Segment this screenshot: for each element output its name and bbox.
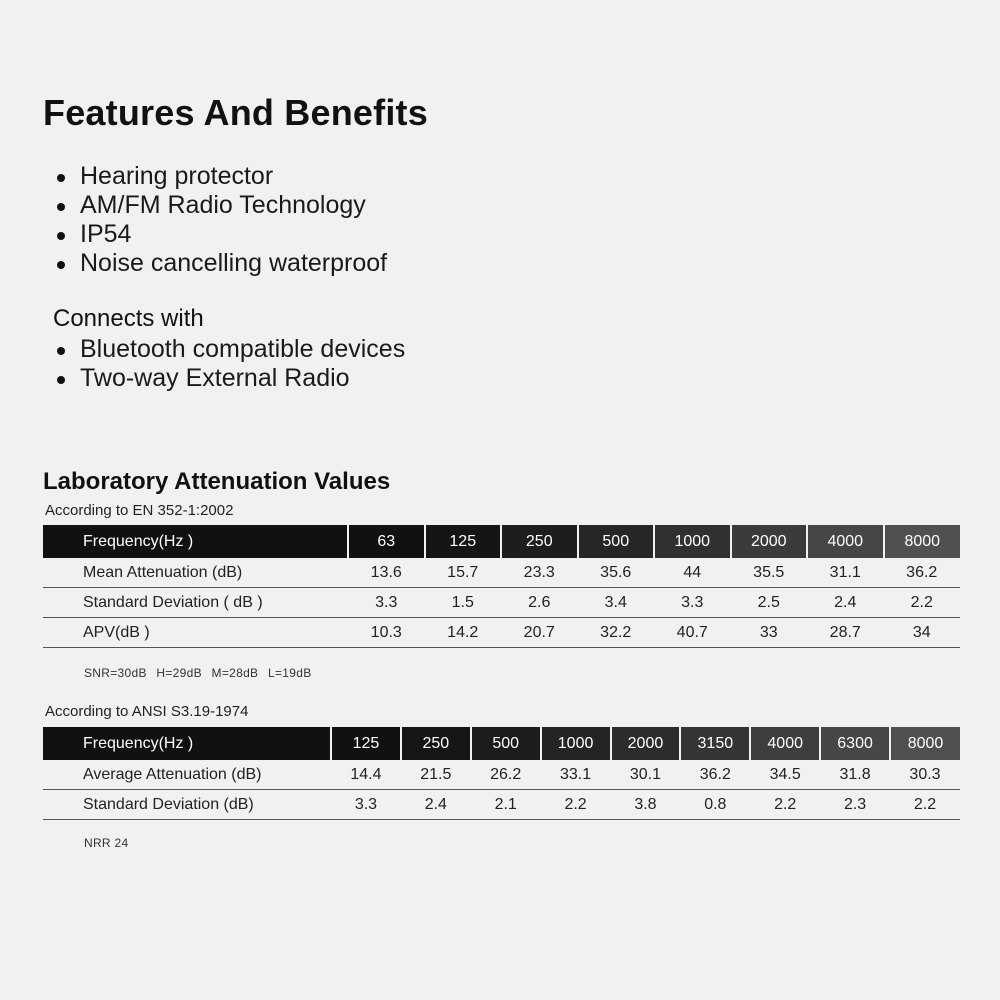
bullet-icon [57,376,65,384]
row-label: Standard Deviation (dB) [43,790,331,820]
table-cell: 28.7 [807,618,884,648]
table-cell: 2.4 [401,790,471,820]
attenuation-table-en [43,525,960,648]
frequency-header-cell: 3150 [680,727,750,760]
list-item [52,249,387,278]
table-cell: 30.3 [890,760,960,790]
table-cell: 2.1 [471,790,541,820]
list-item-text: Noise cancelling waterproof [80,249,388,277]
table-cell: 3.8 [611,790,681,820]
row-label: Average Attenuation (dB) [43,760,331,790]
table-row [43,618,960,648]
frequency-header-label: Frequency(Hz ) [43,727,331,760]
table-cell: 26.2 [471,760,541,790]
frequency-header-cell: 250 [401,727,471,760]
frequency-header-cell: 8000 [890,727,960,760]
bullet-icon [57,261,65,269]
table-cell: 2.2 [884,588,961,618]
attenuation-table-ansi [43,727,960,820]
table-cell: 23.3 [501,558,578,588]
table-cell: 1.5 [425,588,502,618]
frequency-header-cell: 500 [578,525,655,558]
list-item [52,191,387,220]
list-item-text: Bluetooth compatible devices [80,335,406,363]
table-cell: 34 [884,618,961,648]
table-cell: 3.4 [578,588,655,618]
frequency-header-cell: 500 [471,727,541,760]
bullet-icon [57,174,65,182]
table-cell: 36.2 [884,558,961,588]
bullet-icon [57,232,65,240]
frequency-header-cell: 2000 [731,525,808,558]
table-cell: 10.3 [348,618,425,648]
frequency-header-label: Frequency(Hz ) [43,525,348,558]
table-cell: 15.7 [425,558,502,588]
standard-label-ansi: According to ANSI S3.19-1974 [45,703,249,720]
table-cell: 31.8 [820,760,890,790]
connects-heading: Connects with [53,305,204,332]
table-cell: 3.3 [654,588,731,618]
table-cell: 2.2 [541,790,611,820]
row-label: APV(dB ) [43,618,348,648]
standard-label-en: According to EN 352-1:2002 [45,502,234,519]
nrr-note: NRR 24 [84,836,129,850]
table-row [43,760,960,790]
table-cell: 33.1 [541,760,611,790]
snr-note: SNR=30dB H=29dB M=28dB L=19dB [84,666,312,680]
table-header-row [43,727,960,760]
table-cell: 31.1 [807,558,884,588]
table-cell: 3.3 [348,588,425,618]
table-cell: 35.6 [578,558,655,588]
list-item-text: IP54 [80,220,132,248]
table-cell: 2.2 [890,790,960,820]
table-cell: 2.3 [820,790,890,820]
frequency-header-cell: 4000 [807,525,884,558]
list-item [52,220,387,249]
connects-list [52,335,405,393]
list-item [52,335,405,364]
table-cell: 30.1 [611,760,681,790]
table-cell: 13.6 [348,558,425,588]
table-row [43,588,960,618]
table-cell: 34.5 [750,760,820,790]
table-cell: 21.5 [401,760,471,790]
frequency-header-cell: 63 [348,525,425,558]
table-cell: 36.2 [680,760,750,790]
frequency-header-cell: 250 [501,525,578,558]
table-row [43,558,960,588]
table-cell: 2.4 [807,588,884,618]
frequency-header-cell: 1000 [541,727,611,760]
frequency-header-cell: 6300 [820,727,890,760]
frequency-header-cell: 2000 [611,727,681,760]
frequency-header-cell: 125 [331,727,401,760]
frequency-header-cell: 8000 [884,525,961,558]
lab-section-title: Laboratory Attenuation Values [43,468,391,495]
table-row [43,790,960,820]
table-cell: 14.2 [425,618,502,648]
table-cell: 35.5 [731,558,808,588]
table-cell: 40.7 [654,618,731,648]
list-item [52,162,387,191]
table-cell: 44 [654,558,731,588]
table-cell: 33 [731,618,808,648]
list-item-text: AM/FM Radio Technology [80,191,366,219]
table-header-row [43,525,960,558]
table-cell: 14.4 [331,760,401,790]
row-label: Standard Deviation ( dB ) [43,588,348,618]
table-cell: 20.7 [501,618,578,648]
frequency-header-cell: 1000 [654,525,731,558]
bullet-icon [57,347,65,355]
features-list [52,162,387,278]
frequency-header-cell: 4000 [750,727,820,760]
page-title: Features And Benefits [43,92,428,133]
table-cell: 3.3 [331,790,401,820]
row-label: Mean Attenuation (dB) [43,558,348,588]
bullet-icon [57,203,65,211]
table-cell: 2.2 [750,790,820,820]
table-cell: 0.8 [680,790,750,820]
table-cell: 32.2 [578,618,655,648]
frequency-header-cell: 125 [425,525,502,558]
table-cell: 2.6 [501,588,578,618]
list-item-text: Hearing protector [80,162,274,190]
list-item [52,364,405,393]
table-cell: 2.5 [731,588,808,618]
list-item-text: Two-way External Radio [80,364,350,392]
